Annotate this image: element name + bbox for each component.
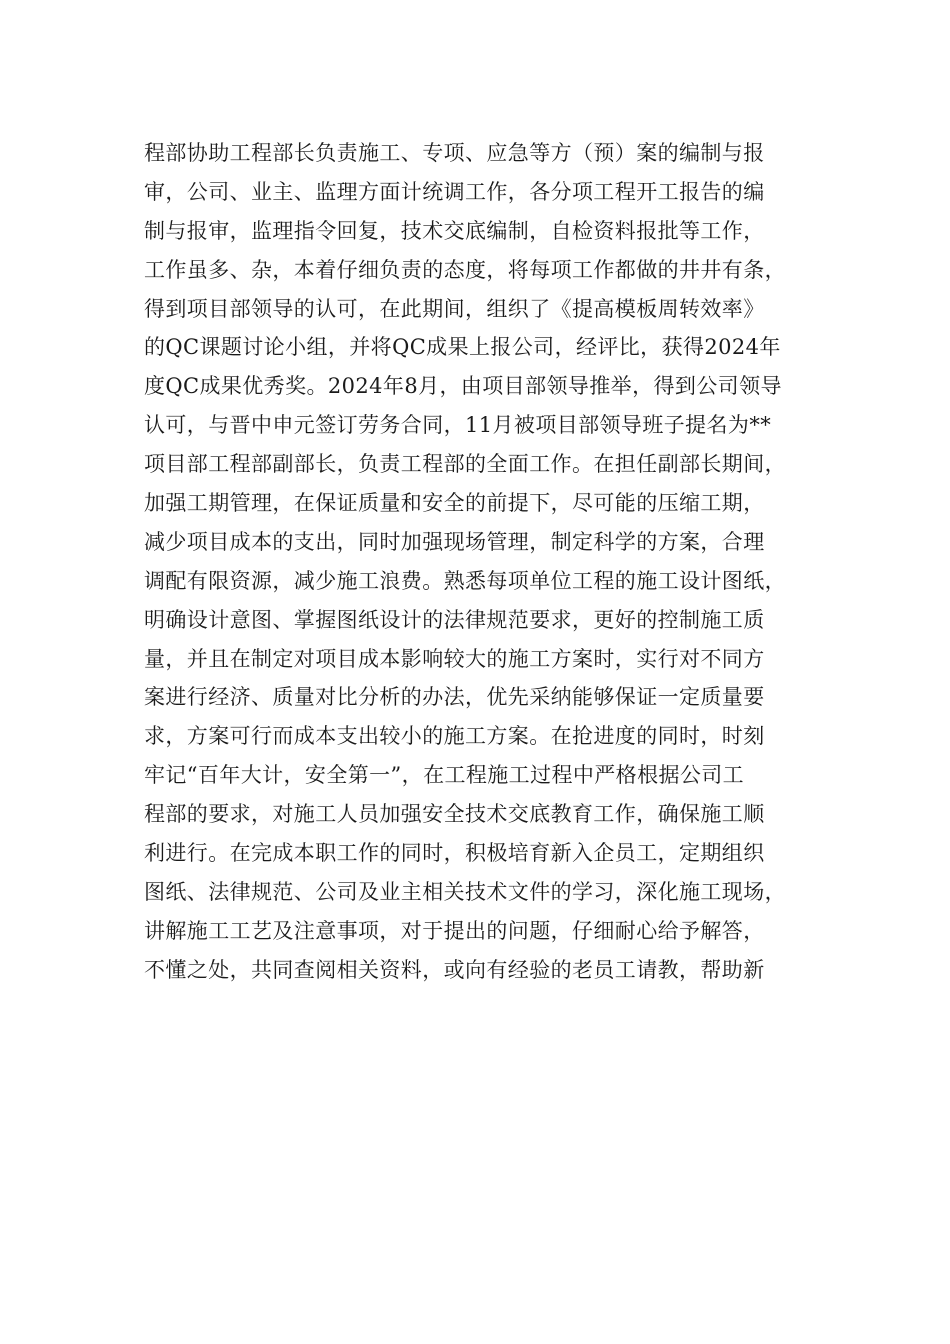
text-line: 加强工期管理，在保证质量和安全的前提下，尽可能的压缩工期， bbox=[144, 491, 765, 516]
text-line: 案进行经济、质量对比分析的办法，优先采纳能够保证一定质量要 bbox=[144, 685, 765, 710]
text-line: 不懂之处，共同查阅相关资料，或向有经验的老员工请教，帮助新 bbox=[144, 957, 765, 982]
text-line: 程部的要求，对施工人员加强安全技术交底教育工作，确保施工顺 bbox=[144, 802, 765, 827]
text-line: 明确设计意图、掌握图纸设计的法律规范要求，更好的控制施工质 bbox=[144, 607, 765, 632]
text-line: 求，方案可行而成本支出较小的施工方案。在抢进度的同时，时刻 bbox=[144, 724, 765, 749]
text-line: 讲解施工工艺及注意事项，对于提出的问题，仔细耐心给予解答， bbox=[144, 918, 765, 943]
text-line: 的QC课题讨论小组，并将QC成果上报公司，经评比，获得2024年 bbox=[144, 335, 781, 360]
text-line: 图纸、法律规范、公司及业主相关技术文件的学习，深化施工现场， bbox=[144, 879, 786, 904]
text-line: 度QC成果优秀奖。2024年8月，由项目部领导推举，得到公司领导 bbox=[144, 374, 782, 399]
text-line: 利进行。在完成本职工作的同时，积极培育新入企员工，定期组织 bbox=[144, 841, 765, 866]
text-line: 审，公司、业主、监理方面计统调工作，各分项工程开工报告的编 bbox=[144, 179, 765, 204]
text-line: 项目部工程部副部长，负责工程部的全面工作。在担任副部长期间， bbox=[144, 452, 786, 477]
text-line: 得到项目部领导的认可，在此期间，组织了《提高模板周转效率》 bbox=[144, 296, 765, 321]
text-line: 工作虽多、杂，本着仔细负责的态度，将每项工作都做的井井有条， bbox=[144, 257, 786, 282]
text-line: 制与报审，监理指令回复，技术交底编制，自检资料报批等工作， bbox=[144, 218, 765, 243]
text-line: 程部协助工程部长负责施工、专项、应急等方（预）案的编制与报 bbox=[144, 141, 765, 165]
text-line: 量，并且在制定对项目成本影响较大的施工方案时，实行对不同方 bbox=[144, 646, 765, 671]
text-line: 牢记“百年大计，安全第一”，在工程施工过程中严格根据公司工 bbox=[144, 763, 745, 788]
text-line: 认可，与晋中申元签订劳务合同，11月被项目部领导班子提名为** bbox=[144, 413, 772, 438]
text-line: 调配有限资源，减少施工浪费。熟悉每项单位工程的施工设计图纸， bbox=[144, 568, 786, 593]
body-paragraph bbox=[144, 134, 834, 990]
text-line: 减少项目成本的支出，同时加强现场管理，制定科学的方案，合理 bbox=[144, 529, 765, 554]
